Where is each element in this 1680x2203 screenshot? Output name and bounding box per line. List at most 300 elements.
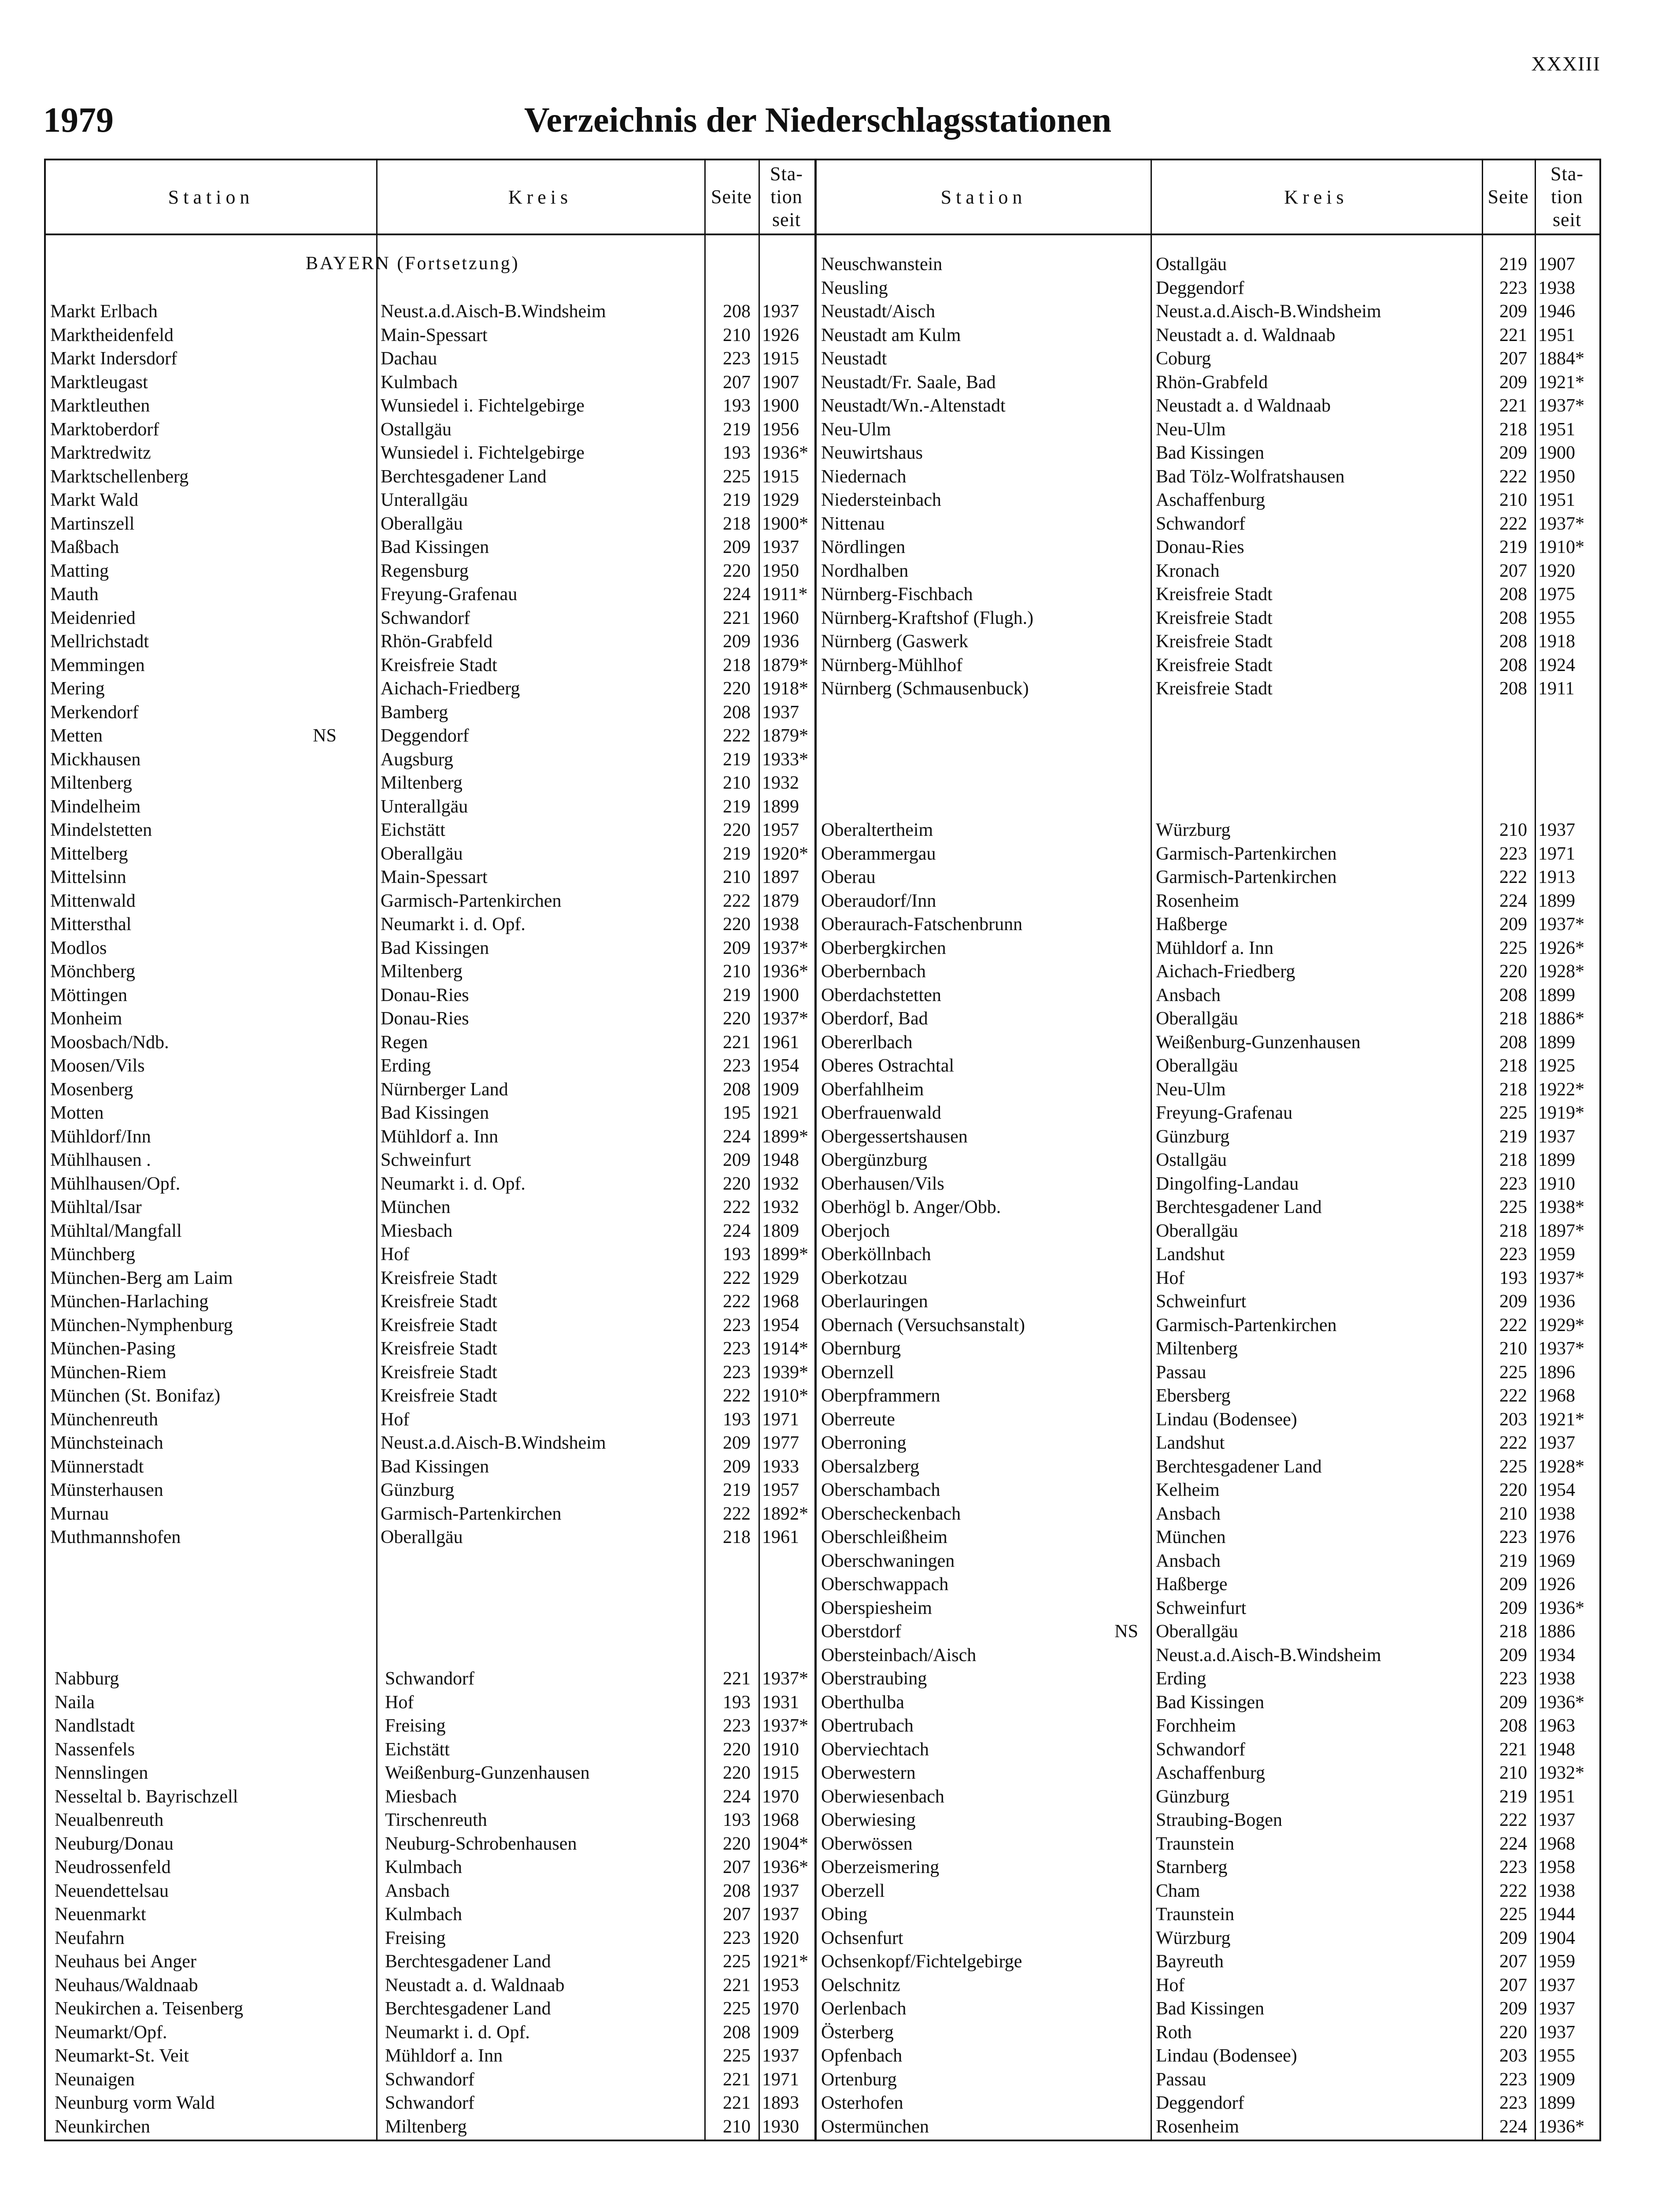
kreis-name: Donau-Ries (381, 1009, 469, 1029)
section-title: BAYERN (Fortsetzung) (306, 253, 520, 274)
station-name: Marktleugast (50, 372, 148, 393)
page-ref: 209 (723, 537, 751, 557)
station-since: 1937 (1538, 1433, 1575, 1453)
station-name: München-Berg am Laim (50, 1268, 233, 1288)
station-name: Obernburg (821, 1339, 901, 1359)
page-ref: 210 (723, 773, 751, 793)
station-since: 1937* (762, 938, 808, 958)
station-name: Niedersteinbach (821, 490, 941, 510)
station-since: 1899 (1538, 2093, 1575, 2113)
kreis-name: Eichstätt (385, 1739, 450, 1760)
page-ref: 208 (1499, 679, 1527, 699)
station-name: Nürnberg-Fischbach (821, 584, 973, 605)
page-ref: 220 (723, 914, 751, 935)
station-name: Oelschnitz (821, 1975, 900, 1995)
station-name: Maßbach (50, 537, 119, 557)
page-ref: 210 (723, 2116, 751, 2137)
page-ref: 222 (1499, 867, 1527, 887)
station-name: Neustadt am Kulm (821, 325, 961, 345)
kreis-name: Traunstein (1156, 1904, 1235, 1925)
station-name: Oberpframmern (821, 1386, 940, 1406)
station-name: Mühltal/Isar (50, 1197, 142, 1217)
station-name: Mauth (50, 584, 99, 605)
kreis-name: Bad Kissingen (1156, 1999, 1265, 2019)
station-name: Moosen/Vils (50, 1056, 145, 1076)
station-name: Oberammergau (821, 843, 936, 864)
page-ref: 209 (723, 1150, 751, 1170)
page-ref: 208 (1499, 631, 1527, 652)
kreis-name: Neuburg-Schrobenhausen (385, 1833, 577, 1854)
station-since: 1971 (762, 1409, 799, 1430)
page-number: XXXIII (1531, 52, 1601, 75)
kreis-name: Freyung-Grafenau (381, 584, 518, 605)
station-since: 1886* (1538, 1009, 1584, 1029)
station-name: Obererlbach (821, 1032, 913, 1053)
station-since: 1961 (762, 1527, 799, 1547)
page-ref: 221 (723, 2069, 751, 2090)
col-divider (759, 160, 760, 2140)
kreis-name: Lindau (Bodensee) (1156, 1409, 1297, 1430)
station-name: Marktschellenberg (50, 466, 189, 487)
station-since: 1911 (1538, 679, 1575, 699)
page-ref: 208 (723, 1079, 751, 1100)
page-ref: 218 (723, 513, 751, 534)
page-ref: 208 (723, 1880, 751, 1901)
station-since: 1899* (762, 1126, 808, 1147)
station-since: 1970 (762, 1786, 799, 1807)
station-since: 1884* (1538, 349, 1584, 369)
kreis-name: Roth (1156, 2022, 1192, 2043)
station-since: 1951 (1538, 419, 1575, 440)
station-since: 1950 (762, 560, 799, 581)
station-name: Neumarkt-St. Veit (55, 2046, 189, 2066)
page-ref: 223 (1499, 1244, 1527, 1265)
kreis-name: Miltenberg (385, 2116, 467, 2137)
station-since: 1915 (762, 1763, 799, 1783)
kreis-name: Schweinfurt (1156, 1291, 1247, 1312)
station-since: 1968 (762, 1810, 799, 1830)
kreis-name: Hof (1156, 1975, 1185, 1995)
station-name: Oberspiesheim (821, 1598, 932, 1618)
station-name: Matting (50, 560, 109, 581)
kreis-name: Oberallgäu (381, 843, 463, 864)
page-ref: 225 (1499, 1197, 1527, 1217)
kreis-name: Kronach (1156, 560, 1220, 581)
page-ref: 193 (723, 1244, 751, 1265)
page-ref: 207 (723, 1904, 751, 1925)
station-since: 1937* (1538, 1268, 1584, 1288)
station-since: 1879* (762, 726, 808, 746)
station-name: Oerlenbach (821, 1999, 907, 2019)
page-ref: 208 (1499, 1716, 1527, 1736)
ns-marker: NS (313, 726, 337, 746)
kreis-name: Berchtesgadener Land (1156, 1197, 1322, 1217)
station-name: Nürnberg (Schmausenbuck) (821, 679, 1029, 699)
station-since: 1937* (762, 1716, 808, 1736)
col-divider (704, 160, 706, 2140)
station-since: 1948 (1538, 1739, 1575, 1760)
page-ref: 220 (723, 1009, 751, 1029)
kreis-name: Tirschenreuth (385, 1810, 487, 1830)
page-ref: 219 (1499, 537, 1527, 557)
station-name: Oberviechtach (821, 1739, 929, 1760)
kreis-name: Berchtesgadener Land (1156, 1456, 1322, 1477)
station-name: Neufahrn (55, 1928, 125, 1948)
station-name: Nürnberg-Kraftshof (Flugh.) (821, 608, 1034, 628)
kreis-name: Kreisfreie Stadt (1156, 608, 1273, 628)
page-ref: 222 (723, 1503, 751, 1524)
header-seit-right (1535, 160, 1599, 234)
page-ref: 222 (723, 1268, 751, 1288)
station-since: 1907 (1538, 254, 1575, 274)
station-since: 1959 (1538, 1951, 1575, 1972)
page-ref: 219 (1499, 1126, 1527, 1147)
station-name: Osterhofen (821, 2093, 903, 2113)
kreis-name: Freising (385, 1928, 446, 1948)
kreis-name: Traunstein (1156, 1833, 1235, 1854)
header-seit-line1: Sta- (770, 163, 803, 185)
station-since: 1957 (762, 820, 799, 840)
header-kreis-right: Kreis (1284, 186, 1348, 208)
station-since: 1938 (1538, 1880, 1575, 1901)
station-since: 1928* (1538, 961, 1584, 982)
station-since: 1950 (1538, 466, 1575, 487)
station-name: Mönchberg (50, 961, 135, 982)
station-name: München-Pasing (50, 1339, 176, 1359)
kreis-name: Oberallgäu (381, 513, 463, 534)
station-since: 1937 (762, 1880, 799, 1901)
station-since: 1936* (1538, 1692, 1584, 1713)
kreis-name: Forchheim (1156, 1716, 1236, 1736)
station-name: Oberdachstetten (821, 985, 941, 1005)
station-name: Ortenburg (821, 2069, 897, 2090)
station-name: Oberreute (821, 1409, 895, 1430)
kreis-name: Ostallgäu (1156, 254, 1227, 274)
kreis-name: Kelheim (1156, 1480, 1220, 1500)
station-name: Oberwössen (821, 1833, 913, 1854)
header-station-left: Station (168, 186, 254, 208)
page-ref: 222 (1499, 466, 1527, 487)
station-since: 1899 (762, 796, 799, 817)
page-ref: 220 (723, 1739, 751, 1760)
station-name: Markt Indersdorf (50, 349, 178, 369)
station-since: 1961 (762, 1032, 799, 1053)
kreis-name: Ostallgäu (1156, 1150, 1227, 1170)
station-since: 1900 (762, 396, 799, 416)
kreis-name: Hof (381, 1244, 410, 1265)
station-since: 1904 (1538, 1928, 1575, 1948)
page-ref: 225 (1499, 938, 1527, 958)
page-ref: 218 (1499, 1621, 1527, 1642)
page-ref: 222 (1499, 1880, 1527, 1901)
station-name: Neustadt/Fr. Saale, Bad (821, 372, 996, 393)
kreis-name: Neumarkt i. d. Opf. (381, 1173, 525, 1194)
page-ref: 220 (1499, 1480, 1527, 1500)
page-ref: 207 (1499, 1975, 1527, 1995)
page-ref: 208 (1499, 608, 1527, 628)
kreis-name: Oberallgäu (381, 1527, 463, 1547)
station-since: 1886 (1538, 1621, 1575, 1642)
page-ref: 208 (1499, 985, 1527, 1005)
station-since: 1939* (762, 1362, 808, 1383)
kreis-name: Weißenburg-Gunzenhausen (385, 1763, 590, 1783)
station-name: Neusling (821, 278, 888, 298)
station-since: 1896 (1538, 1362, 1575, 1383)
station-name: Mosenberg (50, 1079, 133, 1100)
page-ref: 223 (1499, 2093, 1527, 2113)
station-since: 1955 (1538, 2046, 1575, 2066)
station-name: Oberscheckenbach (821, 1503, 961, 1524)
station-name: München (St. Bonifaz) (50, 1386, 221, 1406)
station-since: 1937 (1538, 1975, 1575, 1995)
station-since: 1909 (1538, 2069, 1575, 2090)
page-ref: 220 (723, 1173, 751, 1194)
ns-marker: NS (1114, 1621, 1138, 1642)
page-ref: 219 (723, 1480, 751, 1500)
kreis-name: Bad Kissingen (381, 1103, 489, 1123)
page-ref: 210 (723, 325, 751, 345)
kreis-name: Würzburg (1156, 820, 1231, 840)
kreis-name: Neustadt a. d. Waldnaab (385, 1975, 565, 1995)
station-since: 1937 (762, 537, 799, 557)
station-name: Obing (821, 1904, 867, 1925)
kreis-name: Hof (385, 1692, 414, 1713)
station-since: 1879* (762, 655, 808, 675)
station-name: Obernach (Versuchsanstalt) (821, 1315, 1025, 1335)
station-name: Obergessertshausen (821, 1126, 968, 1147)
station-since: 1918 (1538, 631, 1575, 652)
station-since: 1937 (762, 301, 799, 322)
kreis-name: Garmisch-Partenkirchen (381, 1503, 562, 1524)
station-name: Ochsenfurt (821, 1928, 903, 1948)
station-name: Mickhausen (50, 749, 141, 770)
page-ref: 224 (723, 584, 751, 605)
kreis-name: Ostallgäu (381, 419, 451, 440)
station-since: 1926 (762, 325, 799, 345)
kreis-name: Neu-Ulm (1156, 1079, 1226, 1100)
station-name: Motten (50, 1103, 104, 1123)
station-name: Marktheidenfeld (50, 325, 174, 345)
kreis-name: Kulmbach (385, 1857, 462, 1877)
station-name: Oberwestern (821, 1763, 916, 1783)
kreis-name: Aschaffenburg (1156, 1763, 1266, 1783)
station-since: 1879 (762, 890, 799, 911)
station-since: 1900 (762, 985, 799, 1005)
station-since: 1899 (1538, 985, 1575, 1005)
station-since: 1951 (1538, 490, 1575, 510)
station-since: 1910 (1538, 1173, 1575, 1194)
station-name: Oberbernbach (821, 961, 926, 982)
page-ref: 218 (1499, 419, 1527, 440)
kreis-name: Garmisch-Partenkirchen (1156, 843, 1337, 864)
station-since: 1976 (1538, 1527, 1575, 1547)
page-ref: 223 (723, 1339, 751, 1359)
page-ref: 209 (723, 1456, 751, 1477)
kreis-name: Würzburg (1156, 1928, 1231, 1948)
kreis-name: Passau (1156, 2069, 1206, 2090)
kreis-name: Oberallgäu (1156, 1056, 1238, 1076)
page-ref: 221 (723, 1032, 751, 1053)
station-name: Oberköllnbach (821, 1244, 931, 1265)
kreis-name: Wunsiedel i. Fichtelgebirge (381, 443, 585, 463)
station-name: Neumarkt/Opf. (55, 2022, 167, 2043)
station-since: 1977 (762, 1433, 799, 1453)
kreis-name: Mühldorf a. Inn (385, 2046, 503, 2066)
kreis-name: Neustadt a. d. Waldnaab (1156, 325, 1336, 345)
kreis-name: Günzburg (1156, 1126, 1230, 1147)
kreis-name: Kreisfreie Stadt (1156, 655, 1273, 675)
station-since: 1910* (762, 1386, 808, 1406)
page-ref: 209 (1499, 1999, 1527, 2019)
page-ref: 223 (723, 1716, 751, 1736)
station-name: Monheim (50, 1009, 122, 1029)
page-ref: 209 (1499, 1291, 1527, 1312)
page-ref: 220 (1499, 961, 1527, 982)
page-ref: 221 (723, 2093, 751, 2113)
station-since: 1936* (1538, 1598, 1584, 1618)
station-since: 1899 (1538, 1032, 1575, 1053)
station-name: Möttingen (50, 985, 127, 1005)
station-since: 1899 (1538, 1150, 1575, 1170)
col-divider (1151, 160, 1152, 2140)
station-since: 1937* (1538, 396, 1584, 416)
station-name: Mühldorf/Inn (50, 1126, 151, 1147)
kreis-name: Hof (381, 1409, 410, 1430)
kreis-name: Cham (1156, 1880, 1200, 1901)
kreis-name: Neust.a.d.Aisch-B.Windsheim (1156, 1645, 1381, 1665)
station-since: 1921* (762, 1951, 808, 1972)
col-divider (376, 160, 377, 2140)
station-since: 1934 (1538, 1645, 1575, 1665)
page-ref: 210 (1499, 1339, 1527, 1359)
kreis-name: Bad Kissingen (381, 938, 489, 958)
page-ref: 209 (1499, 1692, 1527, 1713)
kreis-name: Kreisfreie Stadt (1156, 679, 1273, 699)
page-ref: 219 (723, 490, 751, 510)
station-name: Neunburg vorm Wald (55, 2093, 215, 2113)
station-name: Neudrossenfeld (55, 1857, 171, 1877)
station-since: 1936* (762, 961, 808, 982)
page-ref: 193 (723, 1409, 751, 1430)
station-since: 1937* (1538, 513, 1584, 534)
station-since: 1968 (1538, 1833, 1575, 1854)
station-since: 1920* (762, 843, 808, 864)
page-ref: 207 (1499, 560, 1527, 581)
header-seite-right: Seite (1488, 186, 1529, 208)
station-name: Mindelstetten (50, 820, 152, 840)
page-ref: 221 (1499, 396, 1527, 416)
page-ref: 209 (1499, 1928, 1527, 1948)
kreis-name: Garmisch-Partenkirchen (1156, 867, 1337, 887)
station-name: Meidenried (50, 608, 136, 628)
station-name: Oberaltertheim (821, 820, 933, 840)
page-ref: 193 (723, 396, 751, 416)
header-seite-left: Seite (711, 186, 752, 208)
station-name: Niedernach (821, 466, 907, 487)
station-name: Neunkirchen (55, 2116, 150, 2137)
kreis-name: Ansbach (1156, 1503, 1221, 1524)
station-since: 1938 (1538, 1669, 1575, 1689)
kreis-name: Mühldorf a. Inn (1156, 938, 1274, 958)
page-ref: 221 (723, 1975, 751, 1995)
station-since: 1954 (762, 1056, 799, 1076)
page-ref: 223 (723, 1362, 751, 1383)
page-ref: 225 (1499, 1456, 1527, 1477)
kreis-name: Landshut (1156, 1244, 1225, 1265)
kreis-name: Coburg (1156, 349, 1211, 369)
station-since: 1933 (762, 1456, 799, 1477)
station-since: 1914* (762, 1339, 808, 1359)
kreis-name: Günzburg (381, 1480, 455, 1500)
kreis-name: Rosenheim (1156, 2116, 1239, 2137)
station-name: Neukirchen a. Teisenberg (55, 1999, 244, 2019)
station-since: 1944 (1538, 1904, 1575, 1925)
kreis-name: Rhön-Grabfeld (1156, 372, 1268, 393)
page-ref: 210 (1499, 1503, 1527, 1524)
station-name: Neuenmarkt (55, 1904, 146, 1925)
station-since: 1937 (1538, 1999, 1575, 2019)
station-since: 1930 (762, 2116, 799, 2137)
kreis-name: Miltenberg (381, 961, 463, 982)
page-ref: 224 (723, 1220, 751, 1241)
station-since: 1968 (762, 1291, 799, 1312)
page-ref: 223 (1499, 1527, 1527, 1547)
kreis-name: Kreisfreie Stadt (381, 1315, 497, 1335)
station-since: 1899* (762, 1244, 808, 1265)
page-ref: 210 (723, 961, 751, 982)
kreis-name: Aschaffenburg (1156, 490, 1266, 510)
station-name: Neuhaus bei Anger (55, 1951, 196, 1972)
station-name: Oberjoch (821, 1220, 890, 1241)
page-ref: 209 (1499, 1574, 1527, 1595)
station-since: 1963 (1538, 1716, 1575, 1736)
station-name: Obersteinbach/Aisch (821, 1645, 977, 1665)
station-name: Oberschwaningen (821, 1550, 955, 1571)
kreis-name: Freising (385, 1716, 446, 1736)
page-ref: 222 (723, 1386, 751, 1406)
station-name: Nabburg (55, 1669, 119, 1689)
station-since: 1910* (1538, 537, 1584, 557)
station-since: 1922* (1538, 1079, 1584, 1100)
station-name: Nittenau (821, 513, 885, 534)
page-ref: 224 (723, 1126, 751, 1147)
station-name: Mittelberg (50, 843, 128, 864)
page-ref: 220 (723, 1833, 751, 1854)
station-since: 1932 (762, 1197, 799, 1217)
page-ref: 208 (723, 702, 751, 723)
station-name: Nördlingen (821, 537, 906, 557)
kreis-name: München (381, 1197, 451, 1217)
kreis-name: Haßberge (1156, 914, 1228, 935)
station-name: Oberau (821, 867, 876, 887)
page-ref: 225 (723, 2046, 751, 2066)
station-since: 1955 (1538, 608, 1575, 628)
station-since: 1957 (762, 1480, 799, 1500)
station-name: Oberes Ostrachtal (821, 1056, 955, 1076)
station-since: 1937* (1538, 914, 1584, 935)
station-name: Münchenreuth (50, 1409, 158, 1430)
station-since: 1809 (762, 1220, 799, 1241)
station-name: Neunaigen (55, 2069, 135, 2090)
station-since: 1925 (1538, 1056, 1575, 1076)
page-ref: 218 (723, 1527, 751, 1547)
station-since: 1909 (762, 1079, 799, 1100)
station-name: Neuendettelsau (55, 1880, 169, 1901)
kreis-name: Neumarkt i. d. Opf. (385, 2022, 530, 2043)
page-ref: 209 (1499, 372, 1527, 393)
kreis-name: Neust.a.d.Aisch-B.Windsheim (1156, 301, 1381, 322)
station-since: 1909 (762, 2022, 799, 2043)
